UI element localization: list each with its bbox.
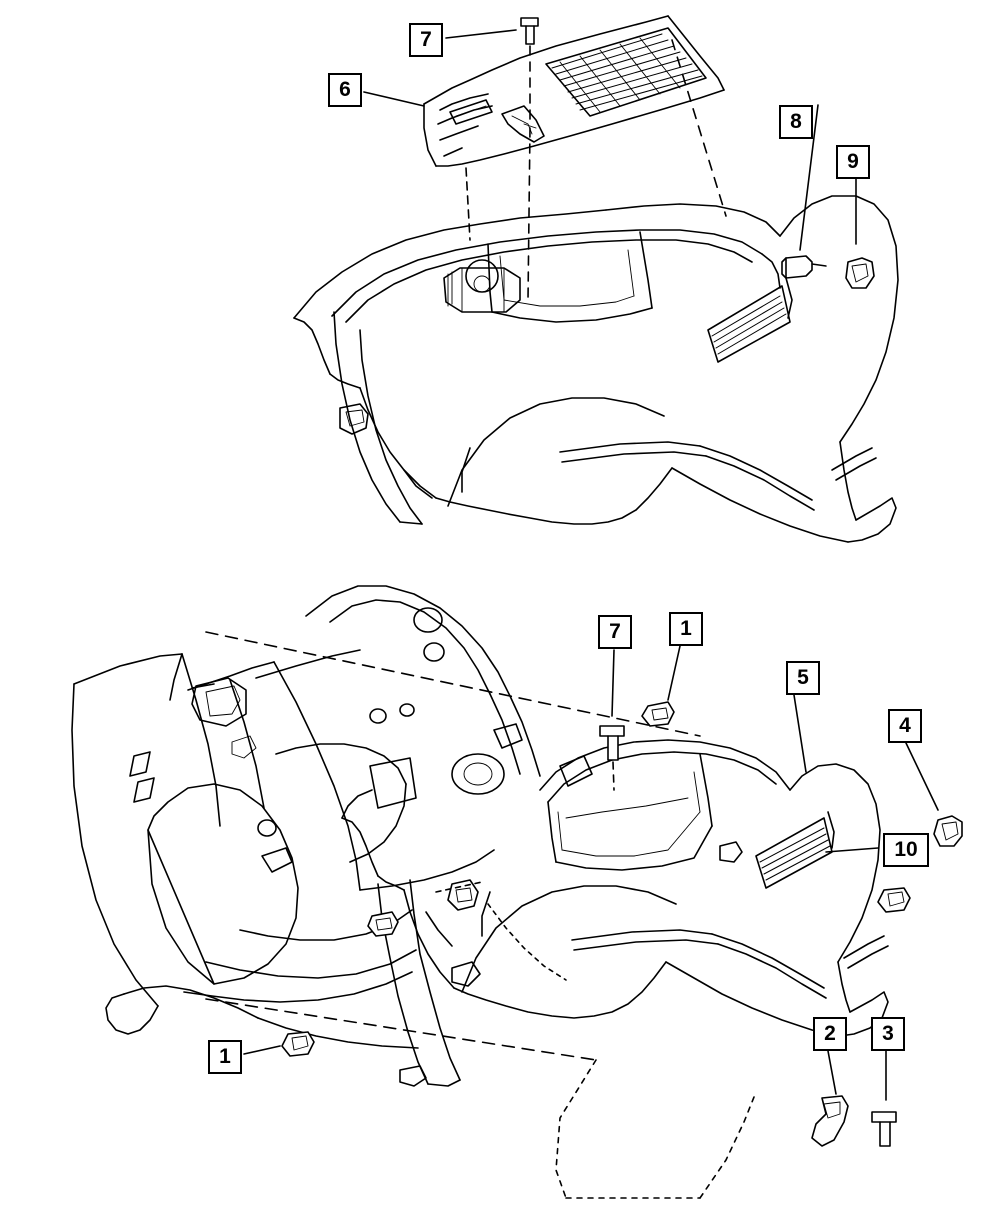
bolt-7-lower — [600, 726, 624, 760]
upper-body-lower-contour — [448, 398, 664, 506]
lower-inner-edge — [170, 654, 182, 700]
lower-body-contour — [462, 886, 676, 992]
callout-8: 8 — [779, 105, 813, 139]
callout-5: 5 — [786, 661, 820, 695]
leader-1a — [668, 646, 680, 700]
trim-seam-right — [700, 754, 712, 826]
upper-panel-bottom-left — [360, 388, 436, 498]
trim-right-contour — [790, 764, 880, 962]
upper-panel-corner-tab — [848, 498, 896, 542]
bolt-7-upper — [521, 18, 538, 44]
part-6-latch — [502, 106, 544, 142]
upper-body-crease1 — [560, 442, 700, 452]
callout-3: 3 — [871, 1017, 905, 1051]
bolt-3 — [872, 1112, 896, 1146]
callout-4: 4 — [888, 709, 922, 743]
hole-detail-1 — [130, 752, 150, 776]
bottom-dotted-right — [700, 1092, 756, 1198]
upper-body-crease2 — [562, 452, 706, 462]
lower-crease-1 — [572, 930, 712, 940]
dotted-arc — [488, 904, 566, 980]
leader-2 — [828, 1051, 836, 1094]
upper-panel-opening-bottom — [492, 308, 652, 322]
lower-pillar-clip — [400, 1066, 426, 1086]
lower-vent-edge — [828, 812, 834, 848]
hole-detail-2 — [134, 778, 154, 802]
leader-7-upper — [446, 30, 516, 38]
inner-body-curve — [276, 744, 406, 784]
wheelhouse-opening — [148, 784, 298, 984]
axis-6-right — [672, 40, 726, 216]
clip-1a — [642, 702, 674, 726]
lower-vent-outline — [756, 818, 832, 888]
part-8-pin — [786, 256, 812, 278]
clip-1b — [282, 1032, 314, 1056]
clip-extra-1 — [368, 912, 398, 936]
upper-pillar-bottom — [400, 522, 422, 524]
small-hole-1 — [370, 709, 386, 723]
axis-7-upper-lower — [528, 128, 530, 300]
pillar-hole — [414, 608, 442, 632]
trim-top-contour-2 — [548, 752, 776, 802]
callout-7-upper: 7 — [409, 23, 443, 57]
bottom-dotted-left — [556, 1060, 596, 1198]
part-6-lip4 — [444, 148, 462, 156]
leader-4 — [906, 743, 938, 810]
lower-belt-bracket — [448, 880, 478, 910]
clip-extra-2 — [878, 888, 910, 912]
pillar-bracket-2 — [560, 756, 592, 786]
small-hole-3 — [258, 820, 276, 836]
pillar-outer-lower — [510, 696, 540, 776]
lower-crease-2 — [574, 940, 718, 950]
callout-2: 2 — [813, 1017, 847, 1051]
lower-crease-1b — [712, 934, 824, 988]
upper-inner-line — [462, 448, 470, 492]
small-slot — [262, 848, 292, 872]
upper-body-crease2b — [706, 456, 814, 510]
lower-left-bottom-hook — [106, 994, 158, 1034]
leader-5 — [794, 695, 806, 772]
lower-crease-2b — [718, 944, 826, 998]
part-6-top-edge — [424, 16, 668, 104]
callout-6: 6 — [328, 73, 362, 107]
callout-7-lower: 7 — [598, 615, 632, 649]
lower-inner-line — [482, 892, 490, 936]
trim-seam-left — [548, 802, 556, 862]
leader-10 — [826, 848, 878, 852]
inner-round-hole — [452, 754, 504, 794]
trim-top-contour — [540, 740, 790, 790]
lower-arch — [426, 912, 452, 946]
part-6-bottom-edge — [436, 90, 724, 166]
trim-opening-inner — [562, 812, 700, 856]
part-6-left-edge — [424, 104, 436, 166]
pillar-hole-2 — [424, 643, 444, 661]
pillar-inner-lower — [490, 694, 520, 774]
inner-body-left-edge — [274, 662, 360, 890]
lower-body-detail — [844, 936, 884, 958]
upper-panel-inner-top2 — [346, 240, 752, 322]
lower-body-detail2 — [848, 946, 888, 968]
upper-vent-edge — [786, 278, 792, 318]
upper-panel-left-lower — [330, 374, 360, 388]
upper-panel-inner-right — [762, 254, 780, 288]
trim-bottom-mid — [454, 962, 666, 1018]
upper-pillar-left-inner — [360, 330, 422, 524]
lower-left-outer — [72, 684, 158, 1006]
callout-1-upper: 1 — [669, 612, 703, 646]
part-6-lip3 — [440, 126, 478, 140]
upper-panel-left-edge — [294, 318, 330, 374]
part-6-handle-recess — [450, 100, 492, 124]
upper-panel-bottom-right — [672, 468, 848, 542]
pillar-outer — [306, 586, 510, 696]
speaker-housing — [444, 268, 520, 312]
leader-1b — [244, 1046, 280, 1054]
callout-9: 9 — [836, 145, 870, 179]
leader-7-lower — [612, 650, 614, 716]
lower-bottom-center — [258, 1018, 418, 1048]
upper-panel-seam-right — [640, 232, 652, 308]
inner-opening-rect — [370, 758, 416, 808]
callout-1-lower: 1 — [208, 1040, 242, 1074]
upper-panel-bottom-mid — [436, 468, 672, 524]
upper-panel-right-lower — [840, 442, 856, 520]
rib-1 — [182, 654, 220, 826]
clip-extra-3 — [720, 842, 742, 862]
upper-body-detail — [832, 448, 872, 470]
trim-opening-liner — [566, 798, 688, 818]
leader-6 — [364, 92, 424, 106]
trim-left-top — [342, 790, 372, 818]
upper-body-crease1b — [700, 446, 812, 500]
trim-right-lower — [838, 962, 850, 1012]
small-hole-2 — [400, 704, 414, 716]
inner-body-floor-line2 — [206, 950, 416, 978]
part-9-grommet — [846, 258, 874, 288]
trim-opening-bottom — [556, 826, 712, 870]
upper-panel-right-edge — [780, 196, 898, 442]
lower-pillar-bottom — [428, 1080, 460, 1086]
callout-10: 10 — [883, 833, 929, 867]
inner-body-bottom — [360, 850, 494, 890]
axis-7-lower — [613, 762, 614, 790]
lower-inner-top-left — [74, 654, 182, 684]
pillar-inner — [330, 600, 490, 694]
axis-6 — [466, 168, 470, 240]
